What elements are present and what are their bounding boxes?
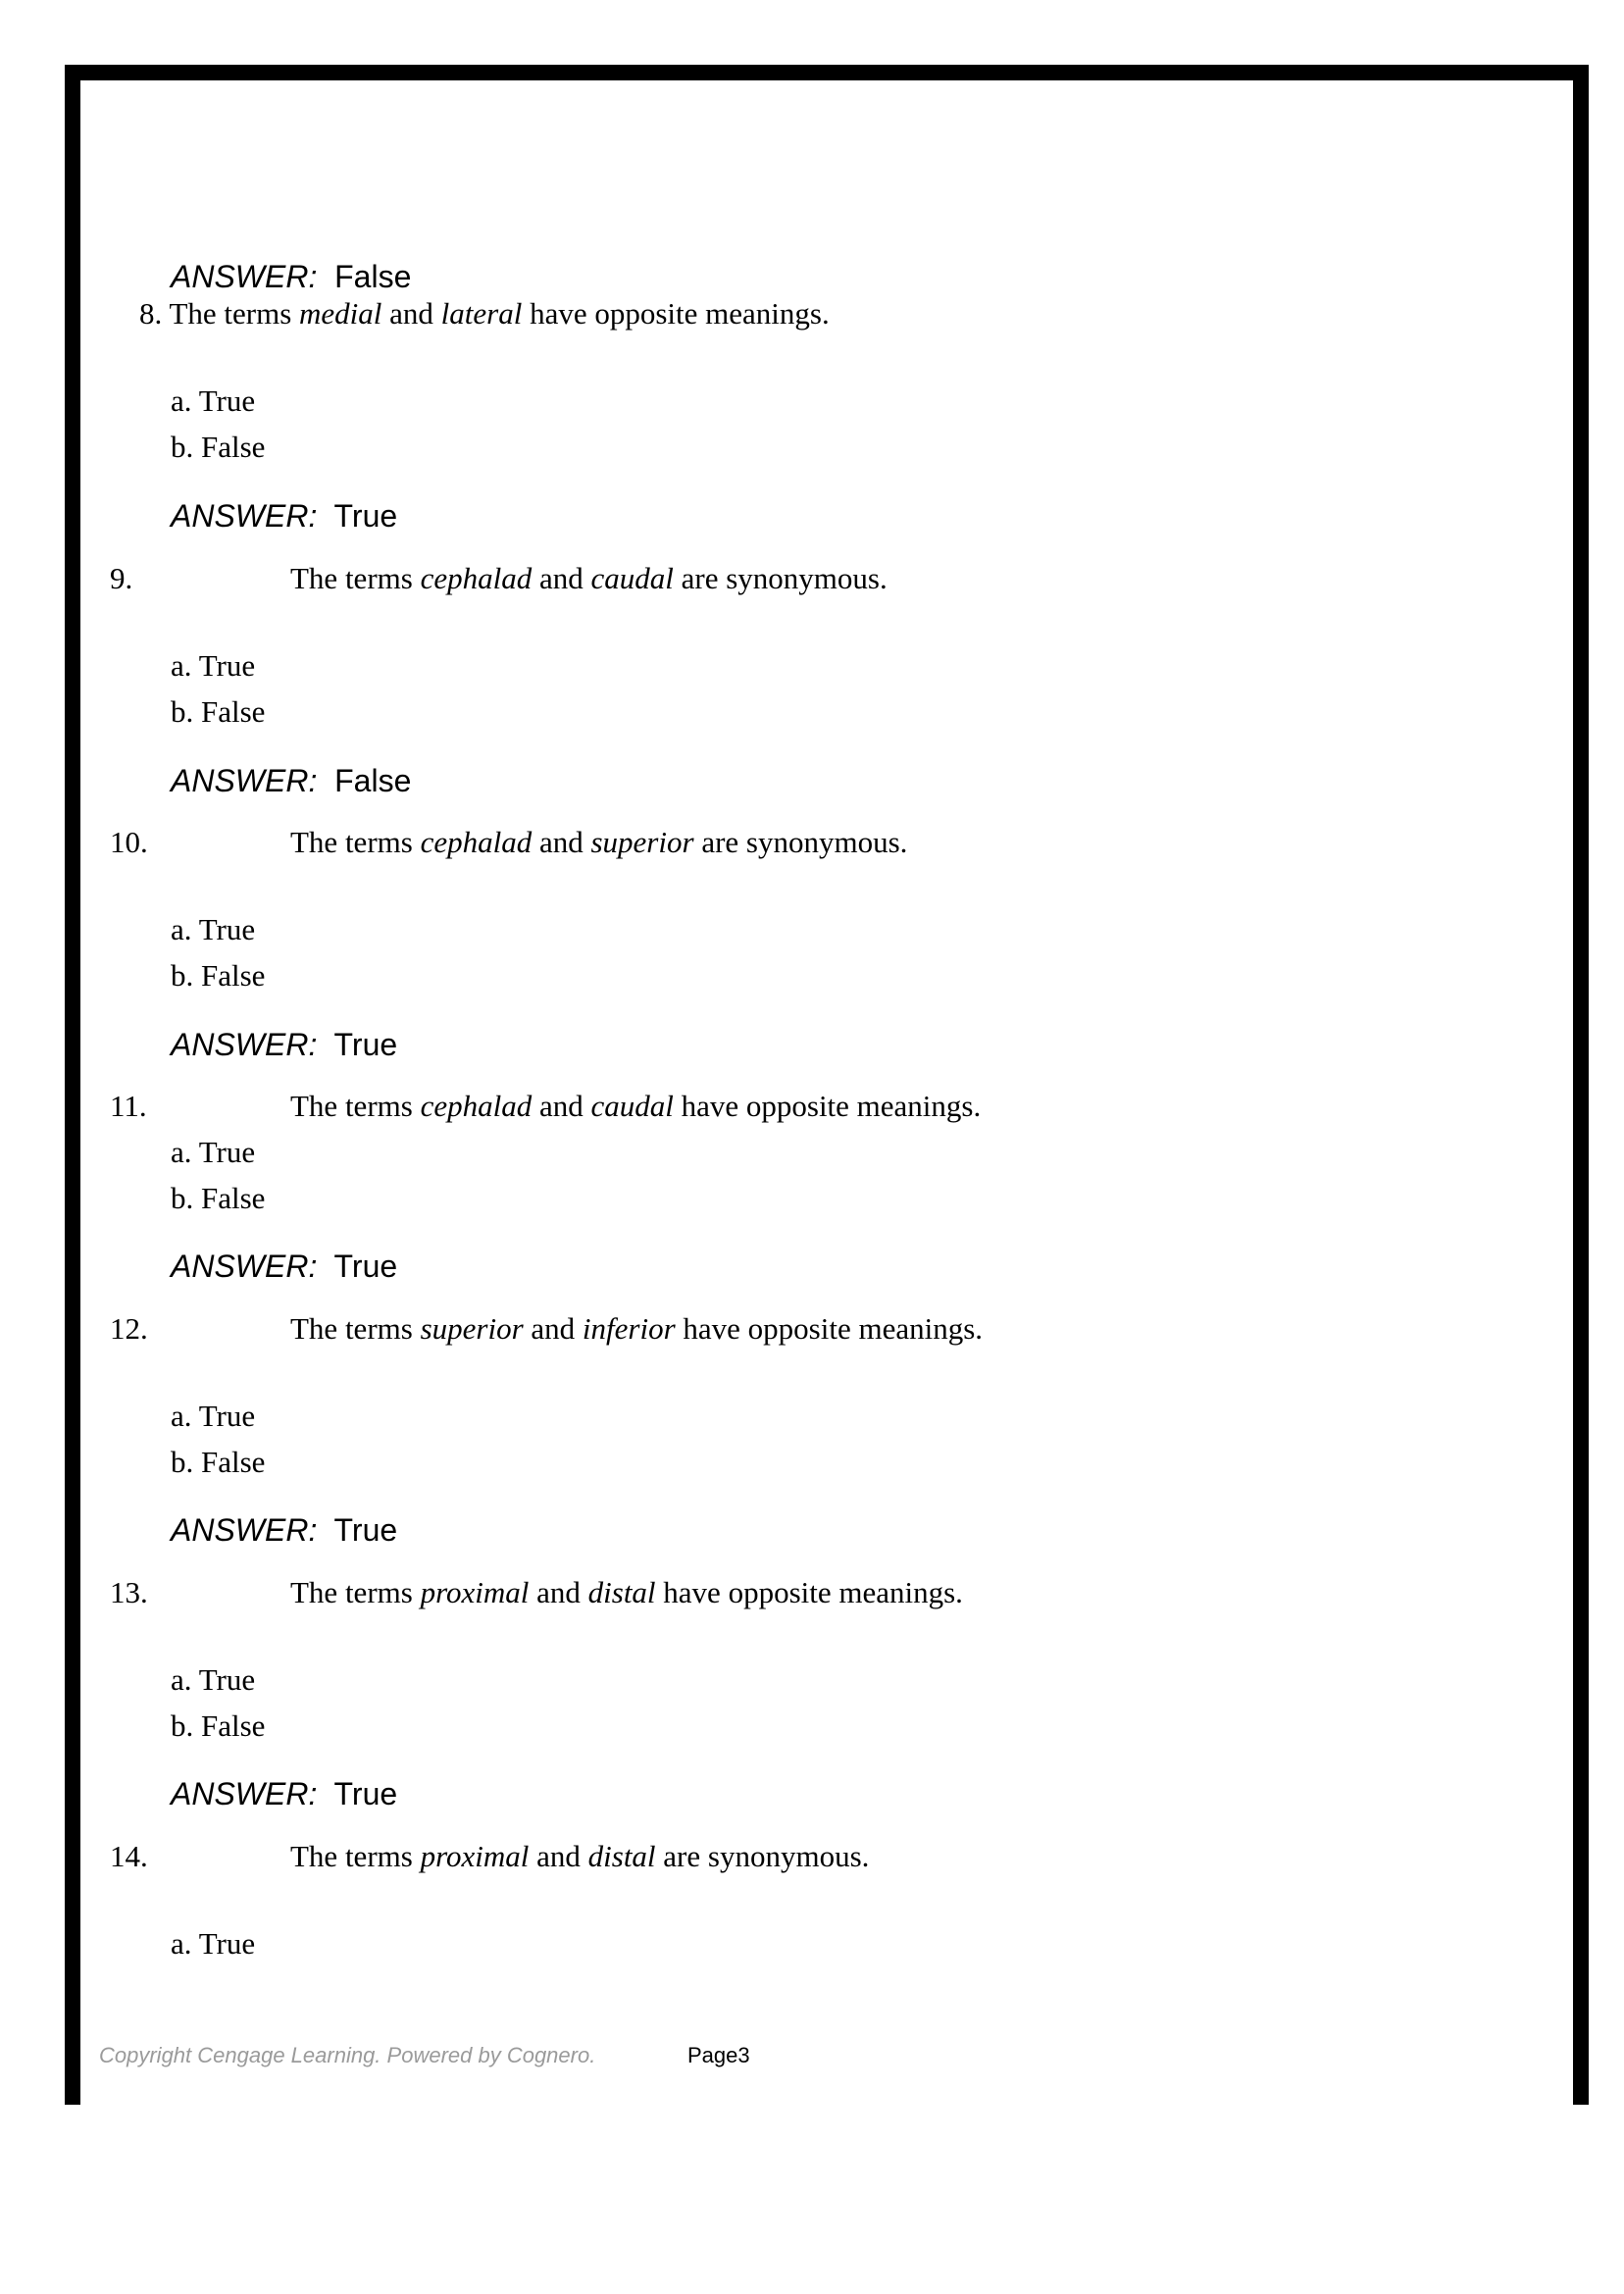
answer-label: ANSWER: [171,763,318,798]
question-term-2: caudal [590,1089,674,1123]
question-term-1: proximal [420,1575,530,1609]
question-12 [290,1311,983,1347]
question-number: 14. [110,1839,148,1873]
option-true: a. True [171,383,256,418]
question-13 [290,1575,963,1610]
question-prefix: The terms [290,1089,421,1123]
question-middle: and [532,825,591,859]
answer-value: True [333,1027,398,1062]
question-term-1: cephalad [420,561,533,595]
option-true: a. True [171,1926,256,1961]
option-false: b. False [171,1445,266,1479]
question-middle: and [532,561,591,595]
question-middle: and [523,1311,583,1346]
question-prefix: The terms [290,1839,421,1873]
question-term-1: proximal [420,1839,530,1873]
question-prefix: The terms [169,296,300,331]
answer-value: True [333,1249,398,1284]
option-false: b. False [171,1181,266,1215]
answer-line [171,1776,397,1812]
question-8 [139,296,830,331]
question-suffix: are synonymous. [655,1839,870,1873]
question-prefix: The terms [290,1575,421,1609]
question-number: 13. [110,1575,148,1609]
answer-label: ANSWER: [171,1776,318,1811]
answer-value: True [333,1776,398,1811]
question-middle: and [529,1839,588,1873]
question-term-1: cephalad [420,825,533,859]
answer-line [171,1249,397,1285]
question-number: 9. [110,561,133,595]
option-false: b. False [171,1708,266,1743]
option-false: b. False [171,958,266,993]
footer-page-number: Page3 [687,2043,750,2067]
page-frame-left [65,65,80,2105]
question-suffix: have opposite meanings. [522,296,830,331]
answer-label: ANSWER: [171,1249,318,1284]
answer-label: ANSWER: [171,1512,318,1548]
question-suffix: have opposite meanings. [655,1575,963,1609]
footer-copyright: Copyright Cengage Learning. Powered by Cognero. [99,2043,596,2067]
question-suffix: have opposite meanings. [675,1311,984,1346]
option-true: a. True [171,1399,256,1433]
question-prefix: The terms [290,561,421,595]
question-11 [290,1089,981,1124]
option-true: a. True [171,1135,256,1169]
question-term-1: medial [299,296,382,331]
answer-line [171,259,411,295]
option-false: b. False [171,694,266,729]
question-term-2: inferior [582,1311,676,1346]
question-middle: and [529,1575,588,1609]
question-term-2: distal [587,1575,656,1609]
question-middle: and [532,1089,591,1123]
question-middle: and [381,296,441,331]
answer-line [171,498,397,535]
question-term-2: distal [587,1839,656,1873]
question-prefix: The terms [290,1311,421,1346]
question-suffix: have opposite meanings. [673,1089,982,1123]
question-9 [290,561,888,596]
answer-line [171,1027,397,1063]
question-term-1: cephalad [420,1089,533,1123]
option-true: a. True [171,648,256,683]
answer-value: False [334,763,412,798]
question-number: 12. [110,1311,148,1346]
question-prefix: The terms [290,825,421,859]
question-suffix: are synonymous. [673,561,888,595]
question-term-2: superior [590,825,694,859]
question-10 [290,825,907,860]
answer-value: False [334,259,412,294]
answer-line [171,763,411,799]
question-term-2: lateral [440,296,523,331]
answer-label: ANSWER: [171,259,318,294]
question-number: 11. [110,1089,147,1123]
answer-label: ANSWER: [171,1027,318,1062]
page-frame-right [1573,65,1589,2105]
page-frame-top [65,65,1589,80]
question-term-1: superior [420,1311,524,1346]
answer-label: ANSWER: [171,498,318,534]
question-term-2: caudal [590,561,674,595]
option-true: a. True [171,912,256,946]
question-number: 8. [139,296,163,331]
answer-value: True [333,1512,398,1548]
question-14 [290,1839,869,1874]
answer-line [171,1512,397,1549]
question-number: 10. [110,825,148,859]
answer-value: True [333,498,398,534]
option-false: b. False [171,430,266,464]
option-true: a. True [171,1662,256,1697]
question-suffix: are synonymous. [693,825,908,859]
